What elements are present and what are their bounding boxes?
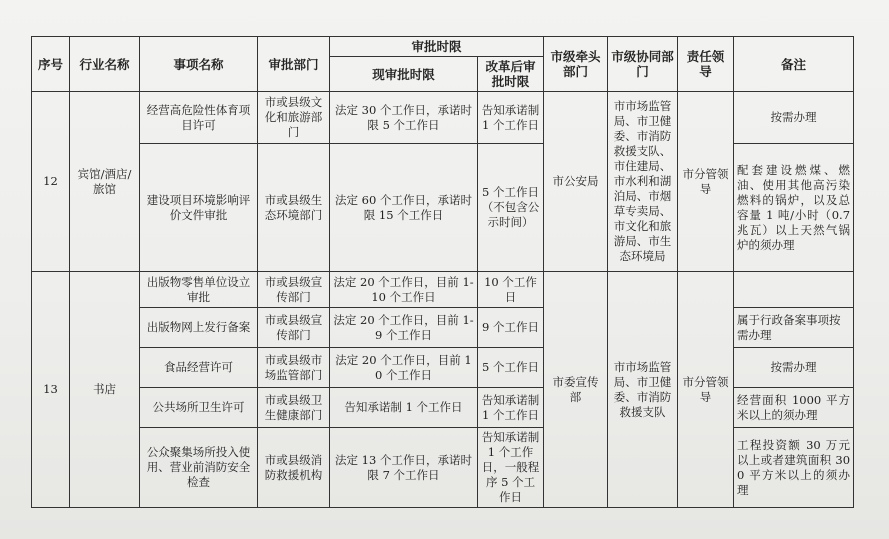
reformed-limit-cell: 告知承诺制 1 个工作日 bbox=[478, 92, 544, 144]
lead-dept-cell: 市委宣传部 bbox=[544, 272, 608, 508]
current-limit-cell: 法定 30 个工作日，承诺时限 5 个工作日 bbox=[330, 92, 478, 144]
reformed-limit-cell: 告知承诺制 1 个工作日，一般程序 5 个工作日 bbox=[478, 428, 544, 508]
dept-cell: 市或县级消防救援机构 bbox=[258, 428, 330, 508]
leader-cell: 市分管领导 bbox=[678, 272, 734, 508]
current-limit-cell: 法定 20 个工作日，目前 1-9 个工作日 bbox=[330, 308, 478, 348]
header-lead-dept: 市级牵头部门 bbox=[544, 37, 608, 92]
item-cell: 出版物网上发行备案 bbox=[140, 308, 258, 348]
seq-cell: 13 bbox=[32, 272, 70, 508]
seq-cell: 12 bbox=[32, 92, 70, 272]
item-cell: 食品经营许可 bbox=[140, 348, 258, 388]
dept-cell: 市或县级文化和旅游部门 bbox=[258, 92, 330, 144]
item-cell: 出版物零售单位设立审批 bbox=[140, 272, 258, 308]
header-item: 事项名称 bbox=[140, 37, 258, 92]
remark-cell: 经营面积 1000 平方米以上的须办理 bbox=[734, 388, 854, 428]
remark-cell: 工程投资额 30 万元以上或者建筑面积 300 平方米以上的须办理 bbox=[734, 428, 854, 508]
table-row bbox=[32, 92, 854, 144]
industry-cell: 宾馆/酒店/旅馆 bbox=[70, 92, 140, 272]
header-seq: 序号 bbox=[32, 37, 70, 92]
reformed-limit-cell: 9 个工作日 bbox=[478, 308, 544, 348]
table-row bbox=[32, 272, 854, 308]
item-cell: 经营高危险性体育项目许可 bbox=[140, 92, 258, 144]
header-coop-dept: 市级协同部门 bbox=[608, 37, 678, 92]
industry-cell: 书店 bbox=[70, 272, 140, 508]
dept-cell: 市或县级生态环境部门 bbox=[258, 144, 330, 272]
reformed-limit-cell: 告知承诺制 1 个工作日 bbox=[478, 388, 544, 428]
item-cell: 建设项目环境影响评价文件审批 bbox=[140, 144, 258, 272]
item-cell: 公共场所卫生许可 bbox=[140, 388, 258, 428]
dept-cell: 市或县级卫生健康部门 bbox=[258, 388, 330, 428]
header-current-limit: 现审批时限 bbox=[330, 57, 478, 92]
coop-dept-cell: 市市场监管局、市卫健委、市消防救援支队 bbox=[608, 272, 678, 508]
remark-cell bbox=[734, 272, 854, 308]
dept-cell: 市或县级宣传部门 bbox=[258, 272, 330, 308]
approval-table bbox=[31, 36, 854, 508]
current-limit-cell: 法定 20 个工作日，目前 1-10 个工作日 bbox=[330, 272, 478, 308]
header-industry: 行业名称 bbox=[70, 37, 140, 92]
dept-cell: 市或县级宣传部门 bbox=[258, 308, 330, 348]
reformed-limit-cell: 10 个工作日 bbox=[478, 272, 544, 308]
leader-cell: 市分管领导 bbox=[678, 92, 734, 272]
dept-cell: 市或县级市场监管部门 bbox=[258, 348, 330, 388]
header-dept: 审批部门 bbox=[258, 37, 330, 92]
remark-cell: 配套建设燃煤、燃油、使用其他高污染燃料的锅炉，以及总容量 1 吨/小时（0.7 兆瓦）以上天然气锅炉的须办理 bbox=[734, 144, 854, 272]
header-remarks: 备注 bbox=[734, 37, 854, 92]
header-leader: 责任领导 bbox=[678, 37, 734, 92]
current-limit-cell: 法定 20 个工作日，目前 10 个工作日 bbox=[330, 348, 478, 388]
reformed-limit-cell: 5 个工作日（不包含公示时间） bbox=[478, 144, 544, 272]
header-reformed-limit: 改革后审批时限 bbox=[478, 57, 544, 92]
current-limit-cell: 法定 60 个工作日，承诺时限 15 个工作日 bbox=[330, 144, 478, 272]
coop-dept-cell: 市市场监管局、市卫健委、市消防救援支队、市住建局、市水利和湖泊局、市烟草专卖局、市文化和旅游局、市生态环境局 bbox=[608, 92, 678, 272]
item-cell: 公众聚集场所投入使用、营业前消防安全检查 bbox=[140, 428, 258, 508]
current-limit-cell: 法定 13 个工作日，承诺时限 7 个工作日 bbox=[330, 428, 478, 508]
header-time-limit: 审批时限 bbox=[330, 37, 544, 57]
current-limit-cell: 告知承诺制 1 个工作日 bbox=[330, 388, 478, 428]
reformed-limit-cell: 5 个工作日 bbox=[478, 348, 544, 388]
remark-cell: 按需办理 bbox=[734, 348, 854, 388]
lead-dept-cell: 市公安局 bbox=[544, 92, 608, 272]
remark-cell: 属于行政备案事项按需办理 bbox=[734, 308, 854, 348]
remark-cell: 按需办理 bbox=[734, 92, 854, 144]
